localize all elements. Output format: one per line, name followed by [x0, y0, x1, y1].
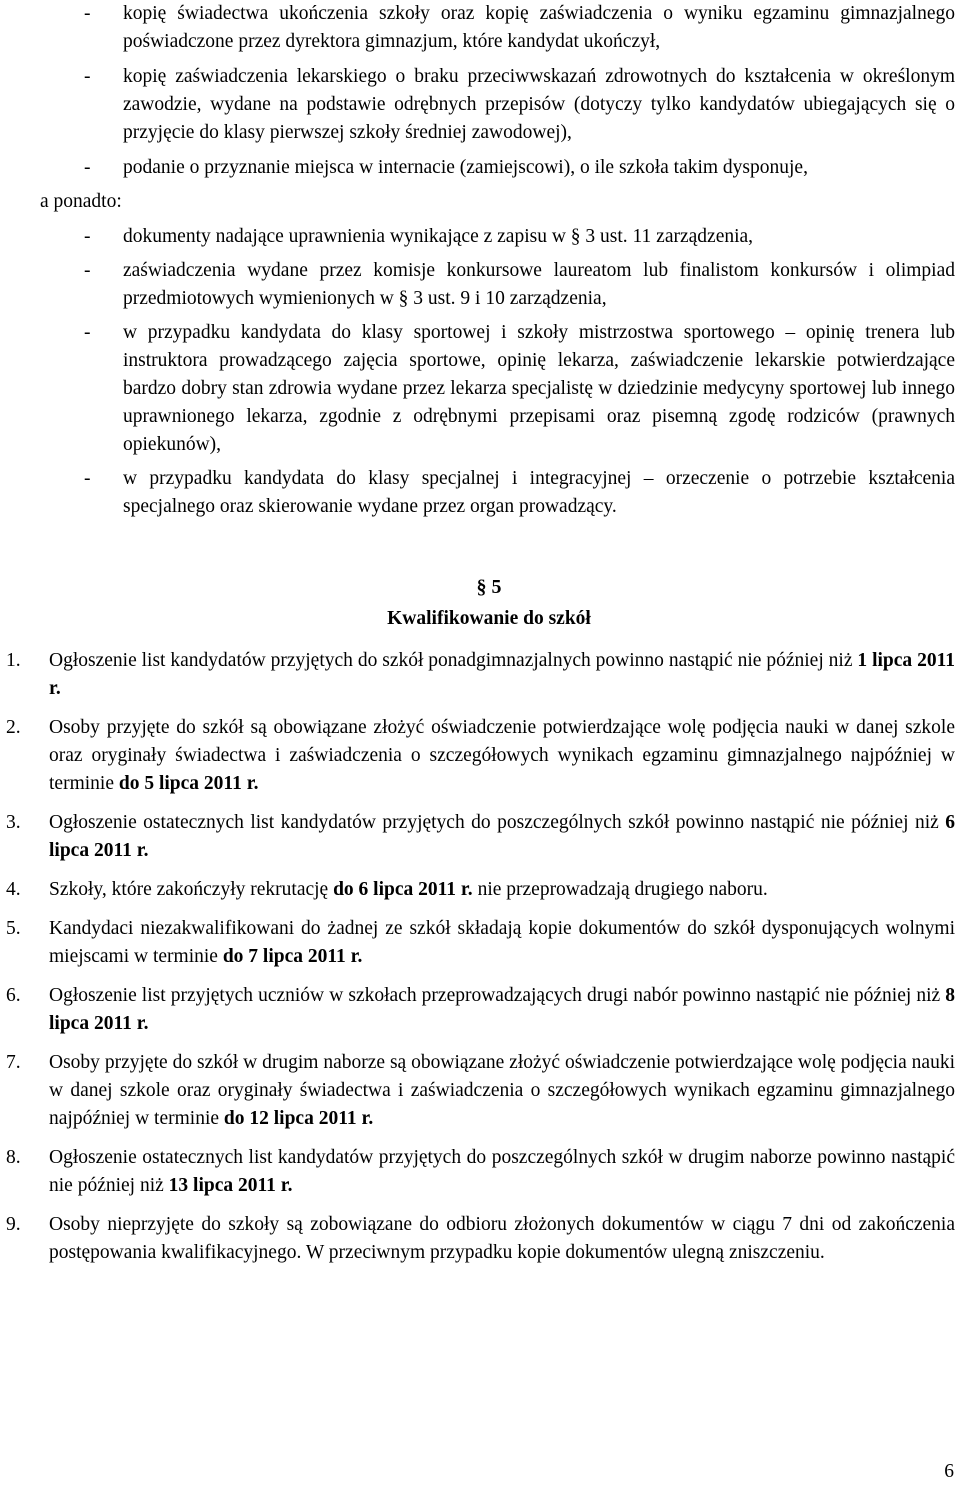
item-deadline: do 7 lipca 2011 r. [222, 946, 363, 967]
dash-marker: - [84, 226, 91, 247]
item-deadline: do 6 lipca 2011 r. [333, 879, 473, 900]
page-number: 6 [944, 1461, 954, 1482]
list-item [0, 154, 960, 182]
item-text: Ogłoszenie ostatecznych list kandydatów przyjętych do poszczególnych szkół w drugim naborze powinno nastąpić nie później niż [49, 1147, 955, 1196]
additional-documents-list [0, 223, 960, 521]
numbered-item [0, 809, 960, 865]
list-item [0, 0, 960, 56]
item-text: Ogłoszenie list kandydatów przyjętych do szkół ponadgimnazjalnych powinno nastąpić nie później niż [49, 650, 858, 671]
numbered-item [0, 876, 960, 904]
list-item-text: kopię świadectwa ukończenia szkoły oraz kopię zaświadczenia o wyniku egzaminu gimnazjalnego poświadczone przez dyrektora gimnazjum, które kandydat ukończył, [123, 3, 955, 52]
list-item [0, 257, 960, 313]
section-title: Kwalifikowanie do szkół [387, 608, 591, 629]
dash-marker: - [84, 260, 91, 281]
numbered-item [0, 915, 960, 971]
list-item-text: w przypadku kandydata do klasy sportowej i szkoły mistrzostwa sportowego – opinię trenera lub instruktora prowadzącego zajęcia sportowe, opinię lekarza, zaświadczenie lekarskie potwierdzające bardzo dobry stan zdrowia wydane przez lekarza specjalistę w dziedzinie medycyny sportowej lub innego uprawnionego lekarza, zgodnie z odrębnymi przepisami oraz pisemną zgodę rodziców (prawnych opiekunów), [123, 322, 955, 455]
item-text: Osoby nieprzyjęte do szkoły są zobowiązane do odbioru złożonych dokumentów w ciągu 7 dni od zakończenia postępowania kwalifikacyjnego. W przeciwnym przypadku kopie dokumentów ulegną zniszczeniu. [49, 1214, 955, 1263]
list-item-text: w przypadku kandydata do klasy specjalnej i integracyjnej – orzeczenie o potrzebie kształcenia specjalnego oraz skierowanie wydane przez organ prowadzący. [123, 468, 955, 517]
list-item-text: kopię zaświadczenia lekarskiego o braku przeciwwskazań zdrowotnych do kształcenia w określonym zawodzie, wydane na podstawie odrębnych przepisów (dotyczy tylko kandydatów ubiegających się o przyjęcie do klasy pierwszej szkoły średniej zawodowej), [123, 66, 955, 143]
item-deadline: 8 lipca 2011 r. [49, 985, 955, 1034]
item-number: 1. [6, 650, 21, 671]
numbered-item [0, 1144, 960, 1200]
list-item [0, 223, 960, 251]
list-item [0, 465, 960, 521]
item-number: 3. [6, 812, 21, 833]
section-number: § 5 [476, 576, 502, 598]
numbered-item [0, 714, 960, 798]
item-text: Ogłoszenie list przyjętych uczniów w szkołach przeprowadzających drugi nabór powinno nastąpić nie później niż [49, 985, 946, 1006]
item-text-after: nie przeprowadzają drugiego naboru. [472, 879, 768, 900]
dash-marker: - [84, 3, 91, 24]
qualification-rules-list [0, 647, 960, 1267]
item-deadline: do 5 lipca 2011 r. [118, 773, 259, 794]
list-item-text: dokumenty nadające uprawnienia wynikające z zapisu w § 3 ust. 11 zarządzenia, [123, 226, 754, 247]
dash-marker: - [84, 66, 91, 87]
item-number: 7. [6, 1052, 21, 1073]
item-text: Osoby przyjęte do szkół są obowiązane złożyć oświadczenie potwierdzające wolę podjęcia nauki w danej szkole oraz oryginały świadectwa i zaświadczenia o szczegółowych wynikach egzaminu gimnazjalnego najpóźniej w terminie [49, 717, 955, 794]
item-number: 9. [6, 1214, 21, 1235]
item-text: Ogłoszenie ostatecznych list kandydatów przyjętych do poszczególnych szkół powinno nastąpić nie później niż [49, 812, 946, 833]
list-item [0, 63, 960, 147]
list-item-text: podanie o przyznanie miejsca w internacie (zamiejscowi), o ile szkoła takim dysponuje, [123, 157, 808, 178]
ponadto-label: a ponadto: [40, 191, 122, 212]
item-text: Szkoły, które zakończyły rekrutację [49, 879, 334, 900]
numbered-item [0, 1049, 960, 1133]
item-number: 8. [6, 1147, 21, 1168]
item-text: Kandydaci niezakwalifikowani do żadnej ze szkół składają kopie dokumentów do szkół dysponujących wolnymi miejscami w terminie [49, 918, 955, 967]
item-text: Osoby przyjęte do szkół w drugim naborze są obowiązane złożyć oświadczenie potwierdzające wolę podjęcia nauki w danej szkole oraz oryginały świadectwa i zaświadczenia o szczegółowych wynikach egzaminu gimnazjalnego najpóźniej w terminie [49, 1052, 955, 1129]
numbered-item [0, 647, 960, 703]
item-number: 4. [6, 879, 21, 900]
dash-marker: - [84, 157, 91, 178]
item-number: 2. [6, 717, 21, 738]
dash-marker: - [84, 322, 91, 343]
dash-marker: - [84, 468, 91, 489]
item-number: 5. [6, 918, 21, 939]
item-deadline: 6 lipca 2011 r. [49, 812, 955, 861]
list-item [0, 319, 960, 459]
required-documents-list [0, 0, 960, 182]
item-number: 6. [6, 985, 21, 1006]
numbered-item [0, 982, 960, 1038]
item-deadline: do 12 lipca 2011 r. [223, 1108, 374, 1129]
item-deadline: 1 lipca 2011 r. [49, 650, 955, 699]
item-deadline: 13 lipca 2011 r. [168, 1175, 293, 1196]
list-item-text: zaświadczenia wydane przez komisje konkursowe laureatom lub finalistom konkursów i olimpiad przedmiotowych wymienionych w § 3 ust. 9 i 10 zarządzenia, [123, 260, 955, 309]
numbered-item [0, 1211, 960, 1267]
